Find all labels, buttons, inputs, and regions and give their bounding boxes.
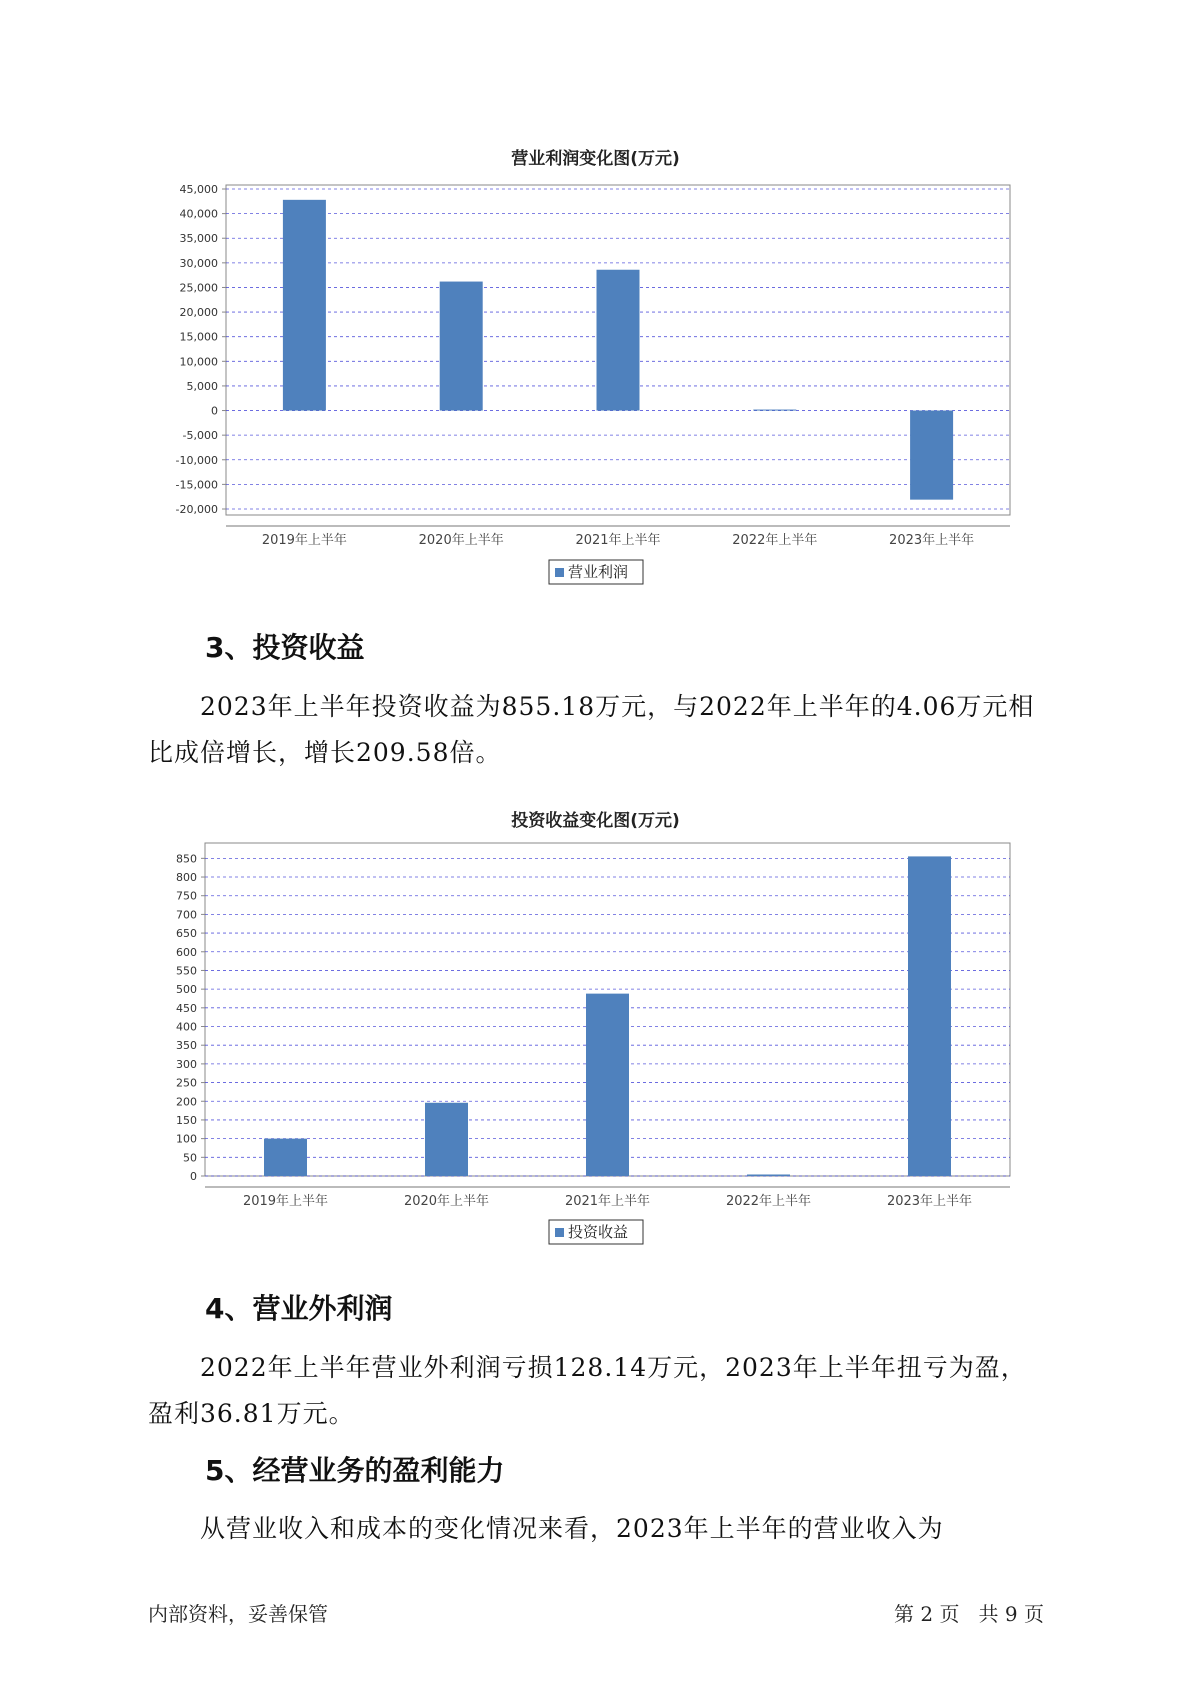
- legend-label: 投资收益: [568, 1223, 629, 1241]
- y-tick-label: 600: [176, 945, 197, 959]
- x-tick-label: 2023年上半年: [886, 1194, 973, 1209]
- paragraph-line: 从营业收入和成本的变化情况来看，2023年上半年的营业收入为: [200, 1514, 944, 1543]
- x-tick-label: 2023年上半年: [889, 533, 975, 548]
- y-tick-label: 450: [176, 1001, 197, 1015]
- y-tick-label: 20,000: [179, 306, 218, 320]
- y-tick-label: 10,000: [179, 355, 218, 369]
- paragraph: [148, 1506, 1048, 1552]
- y-tick-label: 5,000: [186, 379, 218, 393]
- bar: [264, 1139, 307, 1176]
- paragraph: [148, 1345, 1048, 1437]
- chart-title: 营业利润变化图(万元): [511, 149, 680, 169]
- section-heading: 5、经营业务的盈利能力: [205, 1454, 505, 1487]
- y-tick-label: 30,000: [179, 256, 218, 270]
- y-tick-label: 150: [176, 1113, 197, 1127]
- y-tick-label: 40,000: [179, 207, 218, 221]
- footer-page-number: 第 2 页 共 9 页: [894, 1602, 1044, 1626]
- x-tick-label: 2021年上半年: [575, 533, 661, 548]
- y-tick-label: 50: [183, 1151, 197, 1165]
- y-tick-label: -5,000: [182, 429, 218, 443]
- y-tick-label: 35,000: [179, 232, 218, 246]
- legend-label: 营业利润: [568, 563, 629, 581]
- paragraph-line: 盈利36.81万元。: [148, 1399, 355, 1428]
- y-tick-label: 750: [176, 889, 197, 903]
- paragraph-line: 2022年上半年营业外利润亏损128.14万元，2023年上半年扭亏为盈，: [200, 1353, 1027, 1382]
- section-heading: 4、营业外利润: [205, 1292, 393, 1325]
- x-tick-label: 2020年上半年: [403, 1194, 490, 1209]
- y-tick-label: 250: [176, 1076, 197, 1090]
- y-tick-label: 25,000: [179, 281, 218, 295]
- y-tick-label: 15,000: [179, 330, 218, 344]
- y-tick-label: 550: [176, 964, 197, 978]
- bar: [586, 994, 629, 1176]
- y-tick-label: -10,000: [175, 453, 218, 467]
- y-tick-label: 800: [176, 871, 197, 885]
- y-tick-label: 100: [176, 1132, 197, 1146]
- paragraph-line: 2023年上半年投资收益为855.18万元，与2022年上半年的4.06万元相: [200, 692, 1035, 721]
- y-tick-label: -20,000: [175, 503, 218, 516]
- y-tick-label: 850: [176, 852, 197, 866]
- bar: [747, 1174, 790, 1176]
- x-tick-label: 2019年上半年: [242, 1194, 329, 1209]
- y-tick-label: 400: [176, 1020, 197, 1034]
- section-heading: 3、投资收益: [205, 631, 365, 664]
- y-tick-label: 200: [176, 1095, 197, 1109]
- bar: [908, 856, 951, 1176]
- legend-swatch: [555, 1228, 564, 1237]
- x-tick-label: 2021年上半年: [564, 1194, 651, 1209]
- y-tick-label: 650: [176, 927, 197, 941]
- y-tick-label: 300: [176, 1057, 197, 1071]
- y-tick-label: 0: [190, 1170, 197, 1183]
- y-tick-label: 700: [176, 908, 197, 922]
- bar: [425, 1103, 468, 1176]
- y-tick-label: -15,000: [175, 478, 218, 492]
- x-tick-label: 2019年上半年: [261, 533, 347, 548]
- y-tick-label: 45,000: [179, 183, 218, 196]
- footer-confidential-note: 内部资料，妥善保管: [148, 1602, 328, 1626]
- x-tick-label: 2022年上半年: [732, 533, 818, 548]
- chart-title: 投资收益变化图(万元): [511, 811, 680, 831]
- y-tick-label: 0: [211, 404, 218, 418]
- y-tick-label: 350: [176, 1039, 197, 1053]
- paragraph-line: 比成倍增长，增长209.58倍。: [148, 738, 502, 767]
- x-tick-label: 2020年上半年: [418, 533, 504, 548]
- y-tick-label: 500: [176, 983, 197, 997]
- x-tick-label: 2022年上半年: [725, 1194, 812, 1209]
